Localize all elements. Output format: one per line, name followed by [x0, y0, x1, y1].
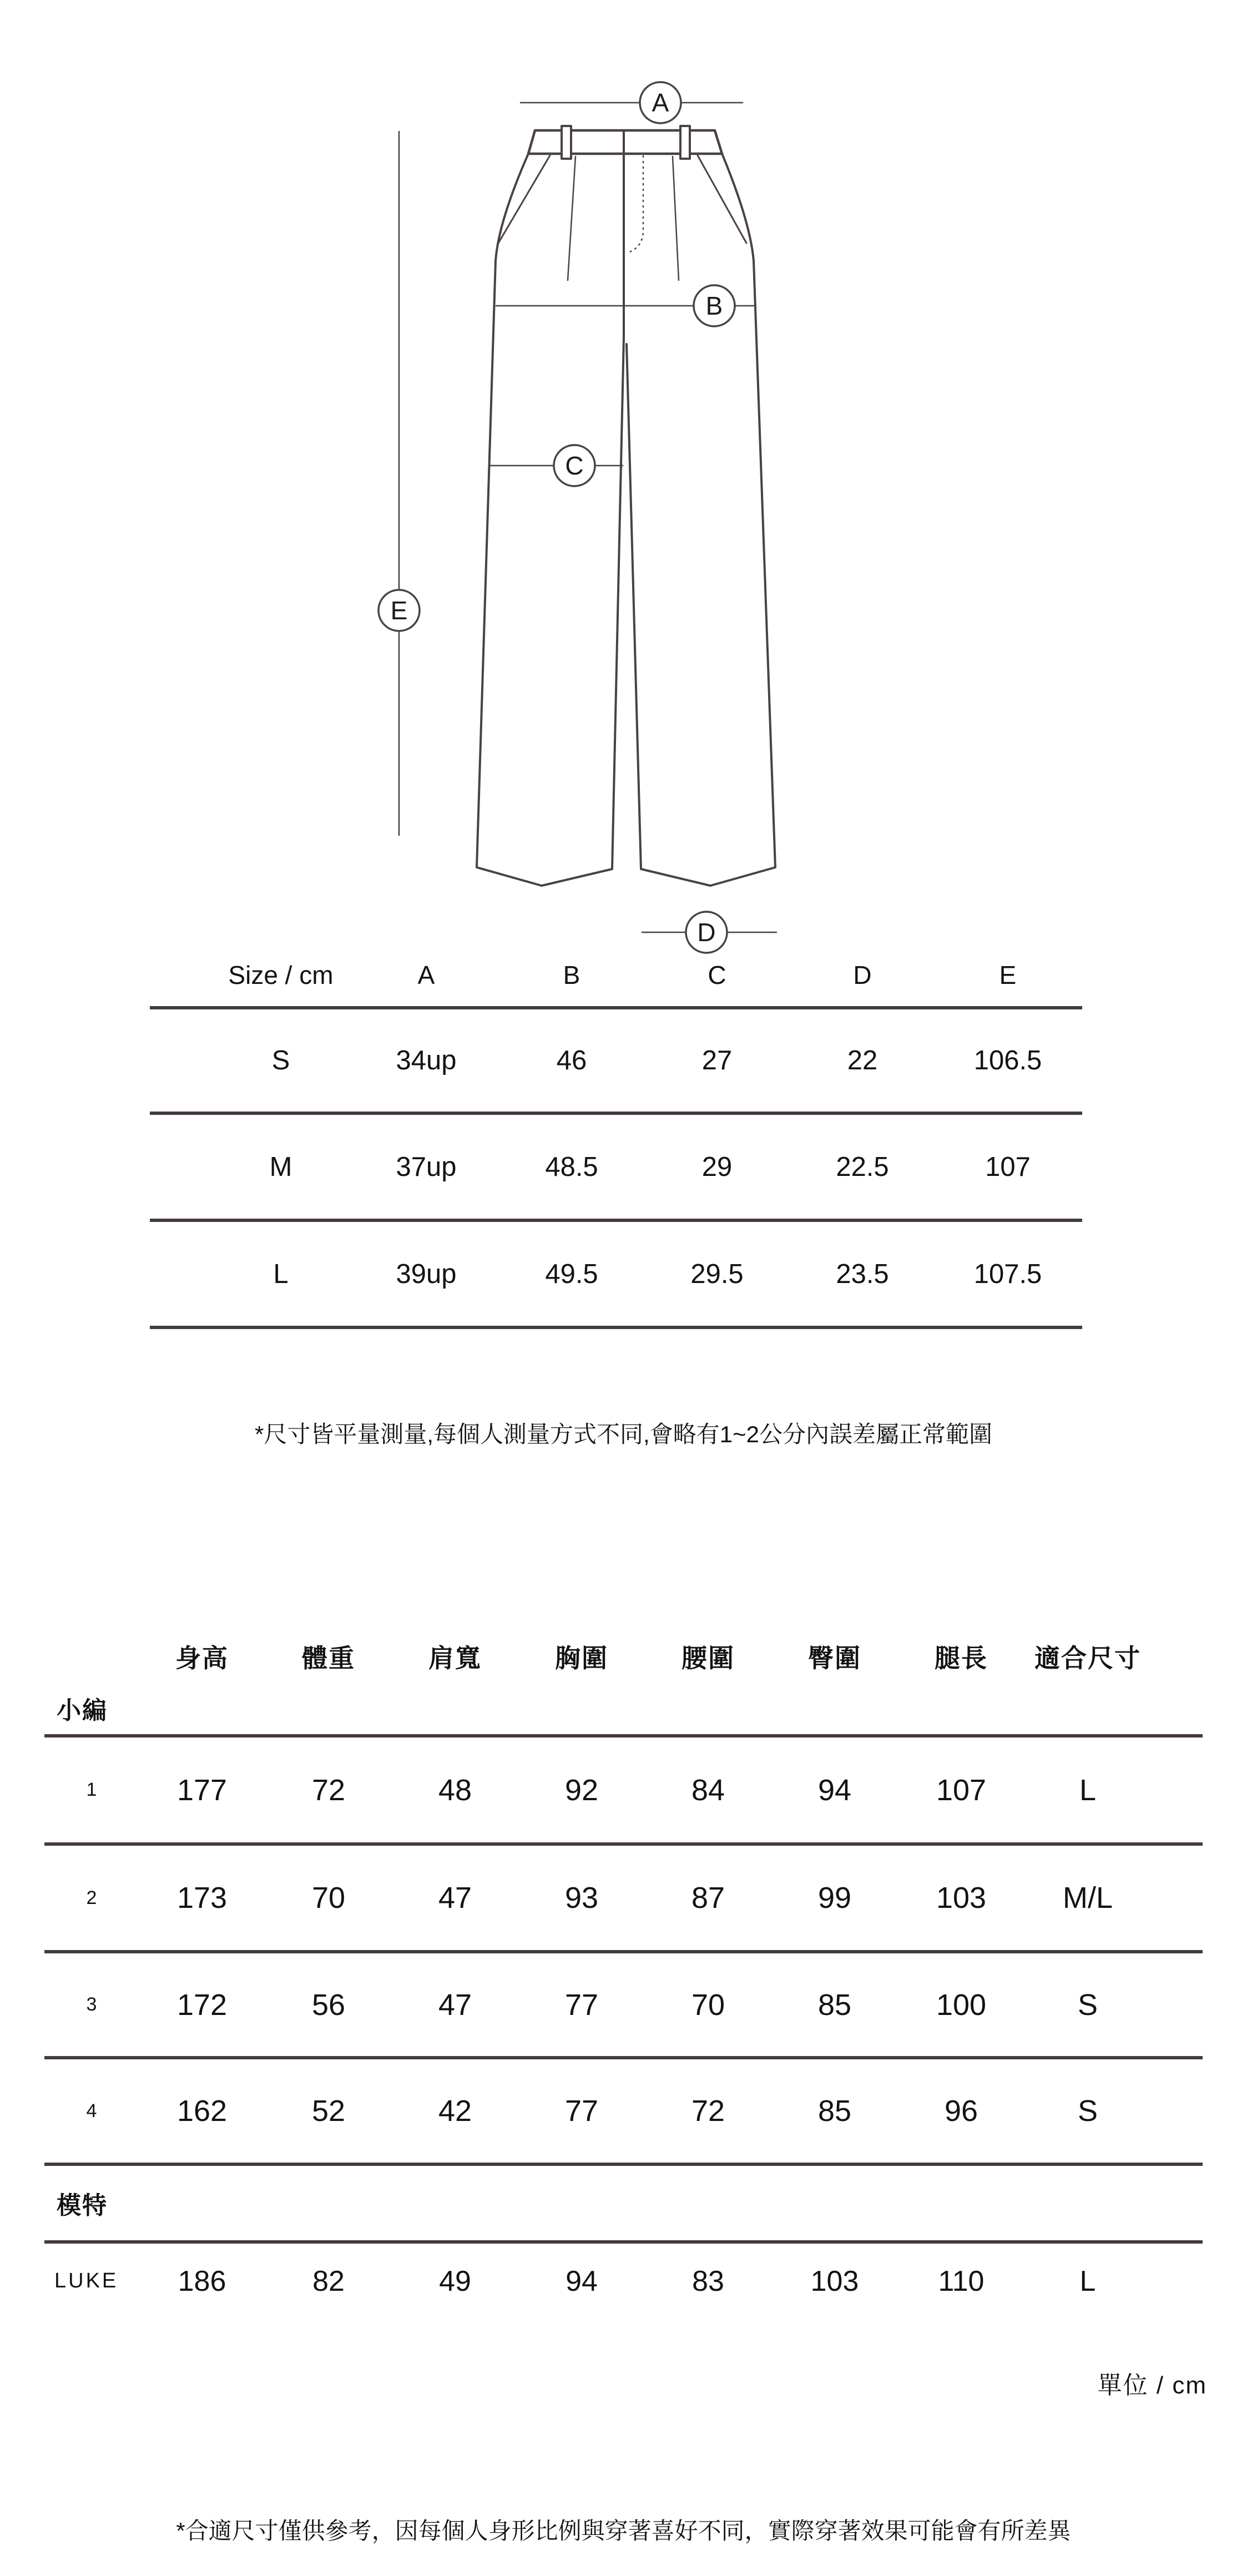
- fit-waist: 84: [691, 1773, 725, 1807]
- pants-left-leg-outline: [477, 154, 624, 886]
- fit-hip: 99: [817, 1881, 852, 1915]
- size-table: [150, 943, 1082, 1329]
- fit-size: L: [1079, 1773, 1097, 1807]
- size-value-d: 22.5: [836, 1151, 889, 1182]
- fly-stitch-line: [628, 156, 643, 252]
- fit-header-shoulder: 肩寬: [428, 1644, 482, 1673]
- fit-weight: 56: [311, 1988, 346, 2022]
- fit-header-height: 身高: [175, 1644, 229, 1673]
- fit-section-editors: [44, 1681, 1203, 1737]
- fit-waist: 87: [691, 1881, 725, 1915]
- fit-height: 172: [176, 1988, 228, 2022]
- fit-row-3: [44, 1953, 1203, 2059]
- row-index: 4: [86, 2100, 97, 2122]
- fit-shoulder: 47: [438, 1988, 472, 2022]
- size-value-b: 46: [556, 1045, 587, 1075]
- fit-size: M/L: [1062, 1881, 1113, 1915]
- pleat-line-right: [673, 156, 679, 280]
- fit-waist: 72: [691, 2094, 725, 2128]
- row-index: 3: [86, 1994, 97, 2015]
- belt-loop-left: [562, 126, 571, 159]
- fit-hip: 85: [817, 1988, 852, 2022]
- fit-chest: 92: [564, 1773, 599, 1807]
- section-label: 小編: [57, 1696, 108, 1724]
- fit-shoulder: 42: [438, 2094, 472, 2128]
- size-label: M: [269, 1151, 292, 1182]
- fit-waist: 83: [692, 2265, 724, 2297]
- fit-header-hip: 臀圍: [808, 1644, 861, 1673]
- fit-shoulder: 48: [438, 1773, 472, 1807]
- fit-row-1: [44, 1737, 1203, 1846]
- fit-hip: 103: [810, 2265, 859, 2297]
- fit-height: 177: [176, 1773, 228, 1807]
- fit-table-header-row: [44, 1632, 1203, 1681]
- section-label: 模特: [57, 2192, 108, 2219]
- fit-chest: 77: [564, 2094, 599, 2128]
- fit-height: 162: [176, 2094, 228, 2128]
- fit-size: S: [1077, 2094, 1098, 2128]
- unit-label: 單位 / cm: [1097, 2372, 1207, 2399]
- fit-height: 186: [178, 2265, 226, 2297]
- size-table-header-row: [150, 943, 1082, 1009]
- fit-row-2: [44, 1846, 1203, 1953]
- measure-label-c: C: [565, 451, 584, 480]
- pleat-line-left: [568, 156, 575, 280]
- size-value-c: 27: [701, 1045, 733, 1075]
- size-table-row-m: [150, 1115, 1082, 1222]
- fit-header-leg-length: 腿長: [935, 1644, 988, 1673]
- size-value-c: 29.5: [690, 1259, 744, 1289]
- size-value-d: 23.5: [836, 1259, 889, 1289]
- fit-weight: 72: [311, 1773, 346, 1807]
- fit-hip: 94: [817, 1773, 852, 1807]
- fit-shoulder: 47: [438, 1881, 472, 1915]
- fit-leg-length: 96: [944, 2094, 978, 2128]
- size-table-header-a: A: [417, 960, 435, 989]
- pants-right-leg-outline: [627, 154, 775, 886]
- fit-header-weight: 體重: [302, 1644, 355, 1673]
- size-table-header-b: B: [563, 960, 580, 989]
- pants-waistband: [528, 130, 722, 154]
- measurement-note: *尺寸皆平量測量,每個人測量方式不同,會略有1~2公分內誤差屬正常範圍: [255, 1421, 992, 1447]
- fit-chest: 77: [564, 1988, 599, 2022]
- fit-leg-length: 103: [936, 1881, 987, 1915]
- model-name: LUKE: [54, 2269, 119, 2292]
- fit-row-4: [44, 2059, 1203, 2166]
- fit-leg-length: 107: [936, 1773, 987, 1807]
- fit-height: 173: [176, 1881, 228, 1915]
- fit-weight: 70: [311, 1881, 346, 1915]
- row-index: 1: [86, 1779, 97, 1800]
- belt-loop-right: [680, 126, 690, 159]
- measure-label-d: D: [697, 918, 716, 947]
- size-value-e: 107.5: [973, 1259, 1042, 1289]
- size-value-c: 29: [701, 1151, 733, 1182]
- size-value-d: 22: [847, 1045, 878, 1075]
- measure-label-e: E: [390, 596, 408, 625]
- fit-chest: 93: [564, 1881, 599, 1915]
- fit-header-fit-size: 適合尺寸: [1034, 1644, 1141, 1673]
- measure-label-a: A: [652, 88, 669, 117]
- fit-size: S: [1077, 1988, 1098, 2022]
- fit-shoulder: 49: [439, 2265, 471, 2297]
- size-label: L: [273, 1259, 289, 1289]
- fit-weight: 82: [312, 2265, 345, 2297]
- size-table-header-c: C: [708, 960, 726, 989]
- size-table-row-l: [150, 1222, 1082, 1329]
- pants-measurement-diagram: [0, 0, 1247, 971]
- size-value-b: 48.5: [545, 1151, 598, 1182]
- pocket-line-left: [498, 155, 550, 243]
- fit-header-chest: 胸圍: [555, 1644, 608, 1673]
- fit-note: *合適尺寸僅供參考，因每個人身形比例與穿著喜好不同，實際穿著效果可能會有所差異: [176, 2518, 1071, 2544]
- fit-reference-table: [44, 1632, 1203, 2319]
- measure-label-b: B: [705, 291, 723, 320]
- fit-hip: 85: [817, 2094, 852, 2128]
- fit-row-luke: [44, 2244, 1203, 2319]
- size-table-row-s: [150, 1009, 1082, 1115]
- fit-size: L: [1079, 2265, 1096, 2297]
- size-value-a: 37up: [396, 1151, 457, 1182]
- fit-leg-length: 110: [938, 2265, 985, 2297]
- size-value-b: 49.5: [545, 1259, 598, 1289]
- fit-waist: 70: [691, 1988, 725, 2022]
- size-value-a: 39up: [396, 1259, 457, 1289]
- row-index: 2: [86, 1887, 97, 1908]
- fit-header-waist: 腰圍: [681, 1644, 735, 1673]
- size-table-header-size-cm: Size / cm: [228, 960, 334, 989]
- fit-chest: 94: [566, 2265, 598, 2297]
- fit-leg-length: 100: [936, 1988, 987, 2022]
- size-value-e: 106.5: [973, 1045, 1042, 1075]
- size-value-e: 107: [985, 1151, 1031, 1182]
- size-label: S: [271, 1045, 290, 1075]
- fit-weight: 52: [311, 2094, 346, 2128]
- size-table-header-e: E: [999, 960, 1017, 989]
- size-table-header-d: D: [853, 960, 872, 989]
- size-value-a: 34up: [396, 1045, 457, 1075]
- fit-section-model: [44, 2166, 1203, 2244]
